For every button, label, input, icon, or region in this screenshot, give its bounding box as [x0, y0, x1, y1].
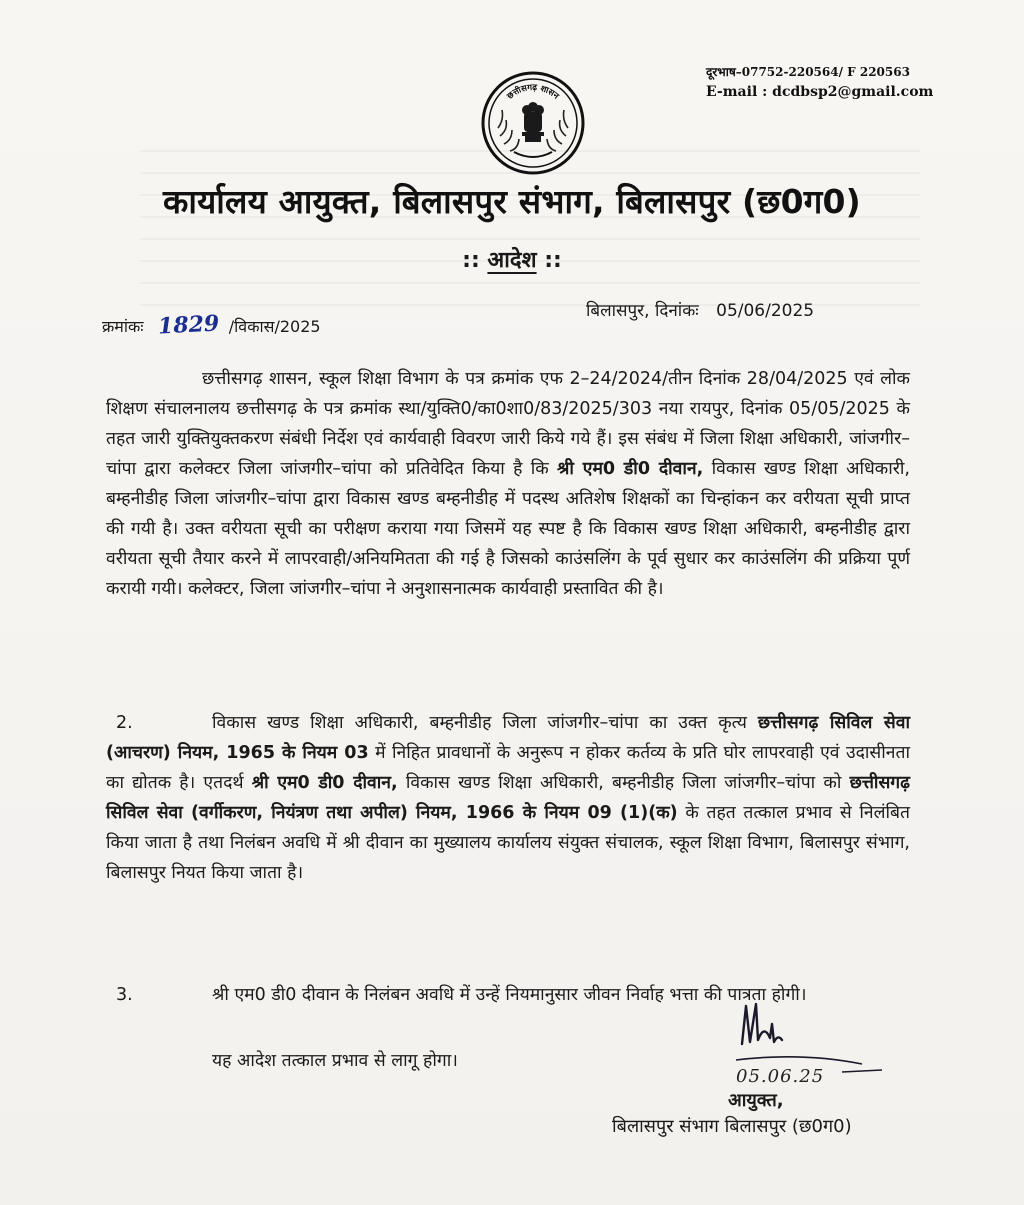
para2-text-a: विकास खण्ड शिक्षा अधिकारी, बम्हनीडीह जिला जांजगीर–चांपा का उक्त कृत्य: [212, 713, 758, 733]
para2-text-b: में निहित प्रावधानों के अनुरूप न होकर कर्तव्य के प्रति घोर लापरवाही एवं उदासीनता का द्योतक है। एतदर्थ: [106, 743, 910, 793]
reference-line: [102, 312, 321, 338]
para2-text-d: के तहत तत्काल प्रभाव से निलंबित किया जाता है तथा निलंबन अवधि में श्री दीवान का मुख्यालय कार्यालय संयुक्त संचालक, स्कूल शिक्षा विभाग, बिलासपुर संभाग, बिलासपुर नियत किया जाता है।: [106, 803, 910, 883]
reference-label: क्रमांकः: [102, 317, 144, 336]
para3-text: श्री एम0 डी0 दीवान के निलंबन अवधि में उन्हें नियमानुसार जीवन निर्वाह भत्ता की पात्रता होगी।: [212, 985, 807, 1005]
dateline: [586, 298, 814, 321]
order-heading-suffix: ::: [536, 248, 562, 273]
order-heading: [0, 244, 1024, 274]
para2-rule-conduct: छत्तीसगढ़ सिविल सेवा (आचरण) नियम, 1965 के नियम 03: [106, 713, 910, 763]
emblem-text: छत्तीसगढ़ शासन: [505, 82, 561, 102]
contact-block: [706, 62, 933, 102]
para1-text-a: छत्तीसगढ़ शासन, स्कूल शिक्षा विभाग के पत्र क्रमांक एफ 2–24/2024/तीन दिनांक 28/04/2025 एवं लोक शिक्षण संचालनालय छत्तीसगढ़ के पत्र क्रमांक स्था/युक्ति0/का0शा0/83/2025/303 नया रायपुर, दिनांक 05/05/2025 के तहत जारी युक्तियुक्तकरण संबंधी निर्देश एवं कार्यवाही विवरण जारी किये गये हैं। इस संबंध में जिला शिक्षा अधिकारी, जांजगीर–चांपा द्वारा कलेक्टर जिला जांजगीर–चांपा को प्रतिवेदित किया है कि: [106, 369, 910, 479]
date-label: बिलासपुर, दिनांकः: [586, 301, 699, 321]
para3-number: 3.: [116, 985, 133, 1005]
state-emblem-icon: [480, 70, 586, 176]
office-title: कार्यालय आयुक्त, बिलासपुर संभाग, बिलासपुर (छ0ग0): [163, 182, 861, 221]
para2-officer-name: श्री एम0 डी0 दीवान,: [251, 773, 398, 793]
svg-text:छत्तीसगढ़ शासन: [505, 83, 562, 103]
para2-text-c: विकास खण्ड शिक्षा अधिकारी, बम्हनीडीह जिला जांजगीर–चांपा को: [397, 773, 850, 793]
paragraph-1: [106, 364, 910, 604]
para2-number: 2.: [116, 713, 133, 733]
handwritten-order-number: 1829: [156, 310, 220, 340]
order-date: 05/06/2025: [716, 301, 815, 321]
para1-officer-name: श्री एम0 डी0 दीवान,: [557, 459, 704, 479]
paragraph-2: [106, 708, 910, 888]
paragraph-4: यह आदेश तत्काल प्रभाव से लागू होगा।: [212, 1051, 458, 1071]
signatory-place: बिलासपुर संभाग बिलासपुर (छ0ग0): [612, 1116, 852, 1137]
order-heading-title: आदेश: [487, 248, 537, 273]
reference-suffix: /विकास/2025: [228, 317, 321, 336]
phone-line: दूरभाष–07752-220564/ F 220563: [706, 65, 910, 79]
handwritten-sign-date: 05.06.25: [736, 1066, 825, 1087]
email-line: E-mail : dcdbsp2@gmail.com: [706, 84, 934, 100]
para1-text-b: विकास खण्ड शिक्षा अधिकारी, बम्हनीडीह जिला जांजगीर–चांपा द्वारा विकास खण्ड बम्हनीडीह में पदस्थ अतिशेष शिक्षकों का चिन्हांकन कर वरीयता सूची प्राप्त की गयी है। उक्त वरीयता सूची का परीक्षण कराया गया जिसमें यह स्पष्ट है कि विकास खण्ड शिक्षा अधिकारी, बम्हनीडीह द्वारा वरीयता सूची तैयार करने में लापरवाही/अनियमितता की गई है जिसको काउंसलिंग के पूर्व सुधार कर काउंसलिंग की प्रक्रिया पूर्ण करायी गयी। कलेक्टर, जिला जांजगीर–चांपा ने अनुशासनात्मक कार्यवाही प्रस्तावित की है।: [106, 459, 910, 599]
order-heading-prefix: ::: [462, 248, 488, 273]
para2-rule-classification: छत्तीसगढ़ सिविल सेवा (वर्गीकरण, नियंत्रण तथा अपील) नियम, 1966 के नियम 09 (1)(क): [106, 773, 910, 823]
signatory-designation: आयुक्त,: [728, 1090, 784, 1111]
